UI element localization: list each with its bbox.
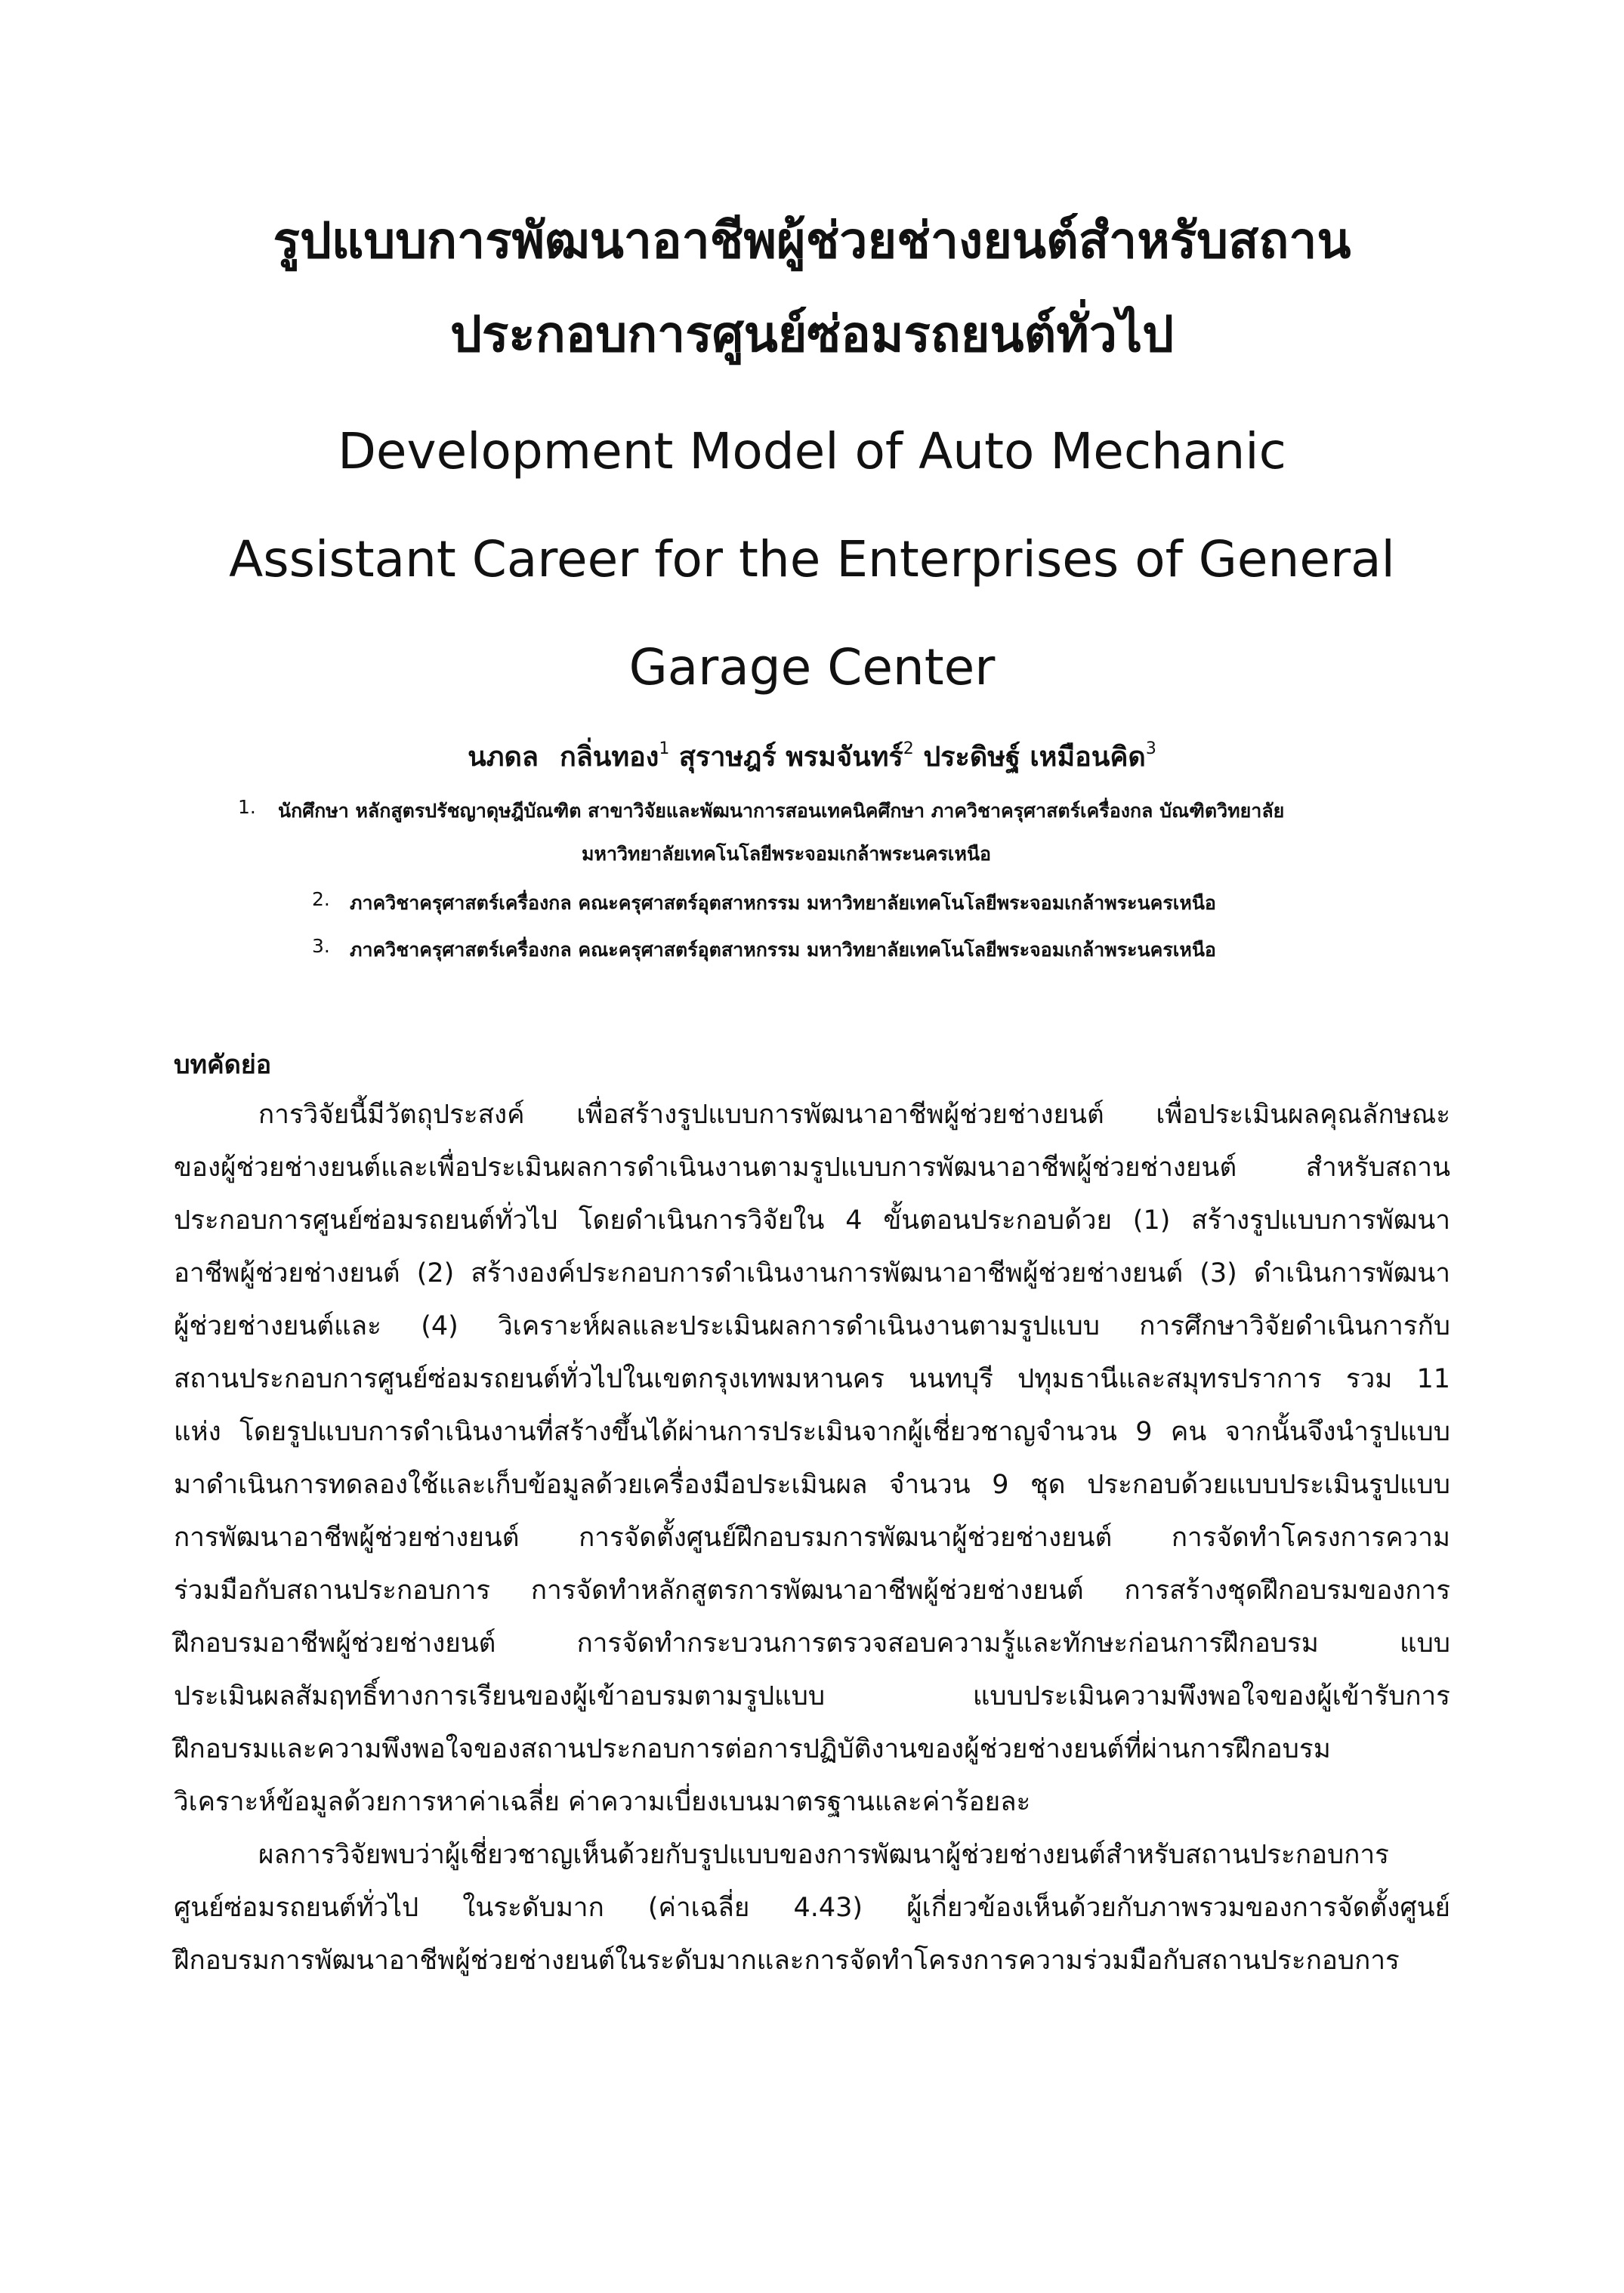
abstract-line: การพัฒนาอาชีพผู้ช่วยช่างยนต์ การจัดตั้งศูนย์ฝึกอบรมการพัฒนาผู้ช่วยช่างยนต์ การจัดทำโครงการความ <box>174 1523 1450 1553</box>
abstract-line: ฝึกอบรมอาชีพผู้ช่วยช่างยนต์ การจัดทำกระบวนการตรวจสอบความรู้และทักษะก่อนการฝึกอบรม แบบ <box>174 1628 1450 1659</box>
abstract-line: วิเคราะห์ข้อมูลด้วยการหาค่าเฉลี่ย ค่าความเบี่ยงเบนมาตรฐานและค่าร้อยละ <box>174 1787 1031 1817</box>
abstract-line: ผลการวิจัยพบว่าผู้เชี่ยวชาญเห็นด้วยกับรูปแบบของการพัฒนาผู้ช่วยช่างยนต์สำหรับสถานประกอบการ <box>258 1840 1389 1870</box>
abstract-line: ประกอบการศูนย์ซ่อมรถยนต์ทั่วไป โดยดำเนินการวิจัยใน 4 ขั้นตอนประกอบด้วย (1) สร้างรูปแบบการพัฒนา <box>174 1205 1450 1236</box>
author-name: สุราษฎร์ พรมจันทร์ <box>678 742 903 773</box>
author-name: นภดล <box>468 742 539 773</box>
title-thai-line-1: รูปแบบการพัฒนาอาชีพผู้ช่วยช่างยนต์สำหรับสถาน <box>273 211 1351 270</box>
affiliation-number: 1. <box>238 796 256 818</box>
abstract-line: ศูนย์ซ่อมรถยนต์ทั่วไป ในระดับมาก (ค่าเฉลี่ย 4.43) ผู้เกี่ยวข้องเห็นด้วยกับภาพรวมของการจัดตั้งศูนย์ <box>174 1893 1450 1923</box>
author-affiliation-marker: 1 <box>659 739 670 758</box>
affiliation-number: 2. <box>312 888 330 910</box>
abstract-line: แห่ง โดยรูปแบบการดำเนินงานที่สร้างขึ้นได้ผ่านการประเมินจากผู้เชี่ยวชาญจำนวน 9 คน จากนั้นจึงนำรูปแบบ <box>174 1417 1450 1447</box>
affiliation-number: 3. <box>312 935 330 957</box>
author-affiliation-marker: 3 <box>1145 739 1156 758</box>
author-name: กลิ่นทอง <box>559 742 659 773</box>
title-thai-line-2: ประกอบการศูนย์ซ่อมรถยนต์ทั่วไป <box>449 305 1175 363</box>
affiliation-text: ภาควิชาครุศาสตร์เครื่องกล คณะครุศาสตร์อุตสาหกรรม มหาวิทยาลัยเทคโนโลยีพระจอมเกล้าพระนครเหนือ <box>350 939 1216 961</box>
abstract-line: การวิจัยนี้มีวัตถุประสงค์ เพื่อสร้างรูปแบบการพัฒนาอาชีพผู้ช่วยช่างยนต์ เพื่อประเมินผลคุณลักษณะ <box>258 1100 1450 1130</box>
abstract-line: ผู้ช่วยช่างยนต์และ (4) วิเคราะห์ผลและประเมินผลการดำเนินงานตามรูปแบบ การศึกษาวิจัยดำเนินการกับ <box>174 1311 1450 1341</box>
title-english-line-1: Development Model of Auto Mechanic <box>338 422 1286 480</box>
abstract-line: ของผู้ช่วยช่างยนต์และเพื่อประเมินผลการดำเนินงานตามรูปแบบการพัฒนาอาชีพผู้ช่วยช่างยนต์ สำหรับสถาน <box>174 1153 1450 1183</box>
title-english-line-3: Garage Center <box>628 638 996 696</box>
author-affiliation-marker: 2 <box>903 739 914 758</box>
author-name: ประดิษฐ์ เหมือนคิด <box>923 742 1146 773</box>
abstract-line: ประเมินผลสัมฤทธิ์ทางการเรียนของผู้เข้าอบรมตามรูปแบบ แบบประเมินความพึงพอใจของผู้เข้ารับการ <box>174 1681 1450 1711</box>
title-english-line-2: Assistant Career for the Enterprises of General <box>229 530 1395 588</box>
affiliation-text: นักศึกษา หลักสูตรปรัชญาดุษฎีบัณฑิต สาขาวิจัยและพัฒนาการสอนเทคนิคศึกษา ภาควิชาครุศาสตร์เครื่องกล บัณฑิตวิทยาลัย <box>278 800 1285 822</box>
abstract-line: อาชีพผู้ช่วยช่างยนต์ (2) สร้างองค์ประกอบการดำเนินงานการพัฒนาอาชีพผู้ช่วยช่างยนต์ (3) ดำเนินการพัฒนา <box>174 1258 1450 1288</box>
abstract-line: ฝึกอบรมการพัฒนาอาชีพผู้ช่วยช่างยนต์ในระดับมากและการจัดทำโครงการความร่วมมือกับสถานประกอบการ <box>174 1946 1400 1976</box>
abstract-line: สถานประกอบการศูนย์ซ่อมรถยนต์ทั่วไปในเขตกรุงเทพมหานคร นนทบุรี ปทุมธานีและสมุทรปราการ รวม 11 <box>174 1364 1450 1394</box>
affiliation-text: มหาวิทยาลัยเทคโนโลยีพระจอมเกล้าพระนครเหนือ <box>582 843 992 865</box>
abstract-line: ฝึกอบรมและความพึงพอใจของสถานประกอบการต่อการปฏิบัติงานของผู้ช่วยช่างยนต์ที่ผ่านการฝึกอบรม <box>174 1734 1331 1764</box>
author-list <box>162 735 1462 778</box>
abstract-heading: บทคัดย่อ <box>174 1050 272 1080</box>
affiliation-text: ภาควิชาครุศาสตร์เครื่องกล คณะครุศาสตร์อุตสาหกรรม มหาวิทยาลัยเทคโนโลยีพระจอมเกล้าพระนครเหนือ <box>350 892 1216 914</box>
abstract-line: มาดำเนินการทดลองใช้และเก็บข้อมูลด้วยเครื่องมือประเมินผล จำนวน 9 ชุด ประกอบด้วยแบบประเมินรูปแบบ <box>174 1470 1450 1500</box>
abstract-line: ร่วมมือกับสถานประกอบการ การจัดทำหลักสูตรการพัฒนาอาชีพผู้ช่วยช่างยนต์ การสร้างชุดฝึกอบรมของการ <box>174 1575 1450 1606</box>
